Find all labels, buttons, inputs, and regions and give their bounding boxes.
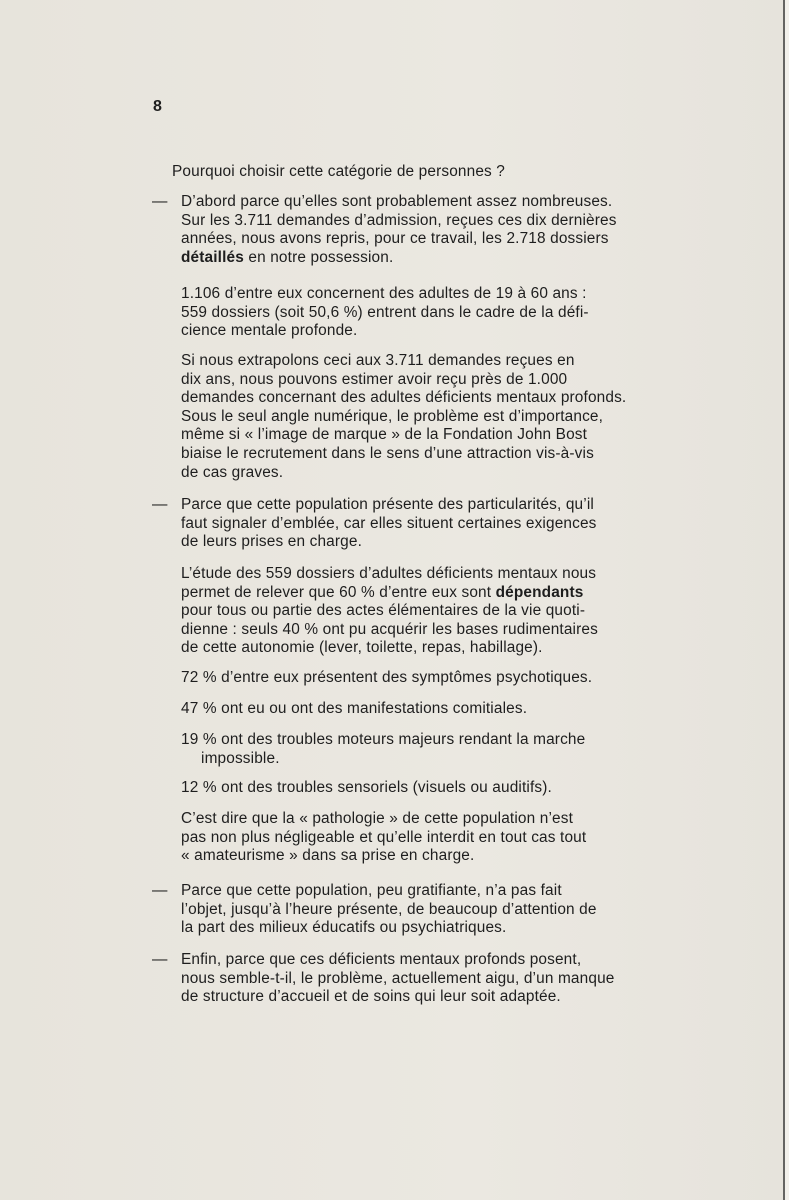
text-line: nous semble-t-il, le problème, actuellement aigu, d’un manque — [181, 969, 615, 987]
dash-marker: — — [152, 193, 168, 210]
text-line: D’abord parce qu’elles sont probablement assez nombreuses. — [181, 193, 613, 210]
text-line: de structure d’accueil et de soins qui leur soit adaptée. — [181, 988, 561, 1006]
text-line: pour tous ou partie des actes élémentaires de la vie quoti- — [181, 602, 586, 620]
paragraph-4 — [181, 496, 675, 552]
paragraph-5 — [181, 565, 675, 658]
text-line: années, nous avons repris, pour ce travail, les 2.718 dossiers — [181, 230, 609, 248]
text-line: Sous le seul angle numérique, le problème est d’importance, — [181, 407, 604, 425]
stat-psychotic: 72 % d’entre eux présentent des symptômes psychotiques. — [181, 669, 593, 686]
text-line — [181, 584, 675, 603]
text-line: pas non plus négligeable et qu’elle interdit en tout cas tout — [181, 828, 587, 846]
text-line: 1.106 d’entre eux concernent des adultes de 19 à 60 ans : — [181, 285, 587, 302]
text-line: la part des milieux éducatifs ou psychiatriques. — [181, 919, 507, 937]
text-line: de cas graves. — [181, 463, 284, 481]
text-line: biaise le recrutement dans le sens d’une attraction vis-à-vis — [181, 444, 594, 462]
text-span: permet de relever que 60 % d’entre eux sont — [181, 583, 496, 601]
bold-term: détaillés — [181, 248, 244, 266]
text-line: de cette autonomie (lever, toilette, repas, habillage). — [181, 639, 543, 657]
text-line: de leurs prises en charge. — [181, 533, 362, 551]
text-line: Si nous extrapolons ceci aux 3.711 demandes reçues en — [181, 352, 575, 369]
text-line: C’est dire que la « pathologie » de cette population n’est — [181, 810, 574, 827]
intro-question: Pourquoi choisir cette catégorie de personnes ? — [172, 163, 506, 180]
text-line: l’objet, jusqu’à l’heure présente, de beaucoup d’attention de — [181, 900, 597, 918]
text-line — [181, 249, 675, 268]
paragraph-2 — [181, 285, 675, 341]
dash-marker: — — [152, 882, 168, 899]
text-line: faut signaler d’emblée, car elles situent certaines exigences — [181, 514, 597, 532]
text-line: cience mentale profonde. — [181, 322, 358, 340]
dash-marker: — — [152, 951, 168, 968]
bold-term: dépendants — [495, 583, 584, 601]
text-line: dienne : seuls 40 % ont pu acquérir les bases rudimentaires — [181, 620, 598, 638]
text-line: Enfin, parce que ces déficients mentaux profonds posent, — [181, 951, 582, 968]
text-line: Sur les 3.711 demandes d’admission, reçues ces dix dernières — [181, 211, 617, 229]
text-line: 19 % ont des troubles moteurs majeurs rendant la marche — [181, 731, 586, 748]
text-line: même si « l’image de marque » de la Fondation John Bost — [181, 426, 588, 444]
paragraph-8 — [181, 951, 675, 1007]
text-line: dix ans, nous pouvons estimer avoir reçu près de 1.000 — [181, 370, 568, 388]
text-line: 559 dossiers (soit 50,6 %) entrent dans le cadre de la défi- — [181, 303, 589, 321]
paragraph-1 — [181, 193, 675, 267]
paragraph-3 — [181, 352, 675, 482]
text-line: Parce que cette population, peu gratifiante, n’a pas fait — [181, 882, 562, 899]
paragraph-7 — [181, 882, 675, 938]
text-line: impossible. — [201, 749, 280, 767]
text-span: en notre possession. — [243, 248, 394, 266]
page-number: 8 — [153, 98, 162, 115]
paragraph-6 — [181, 810, 675, 866]
text-line: demandes concernant des adultes déficients mentaux profonds. — [181, 389, 627, 407]
stat-comitial: 47 % ont eu ou ont des manifestations comitiales. — [181, 700, 528, 717]
text-line: L’étude des 559 dossiers d’adultes déficients mentaux nous — [181, 565, 597, 582]
text-line: « amateurisme » dans sa prise en charge. — [181, 847, 475, 865]
page-edge — [785, 0, 789, 1200]
stat-sensory: 12 % ont des troubles sensoriels (visuels ou auditifs). — [181, 779, 552, 796]
page-edge-line — [783, 0, 785, 1200]
stat-motor — [181, 731, 675, 768]
text-line: Parce que cette population présente des particularités, qu’il — [181, 496, 594, 513]
dash-marker: — — [152, 496, 168, 513]
